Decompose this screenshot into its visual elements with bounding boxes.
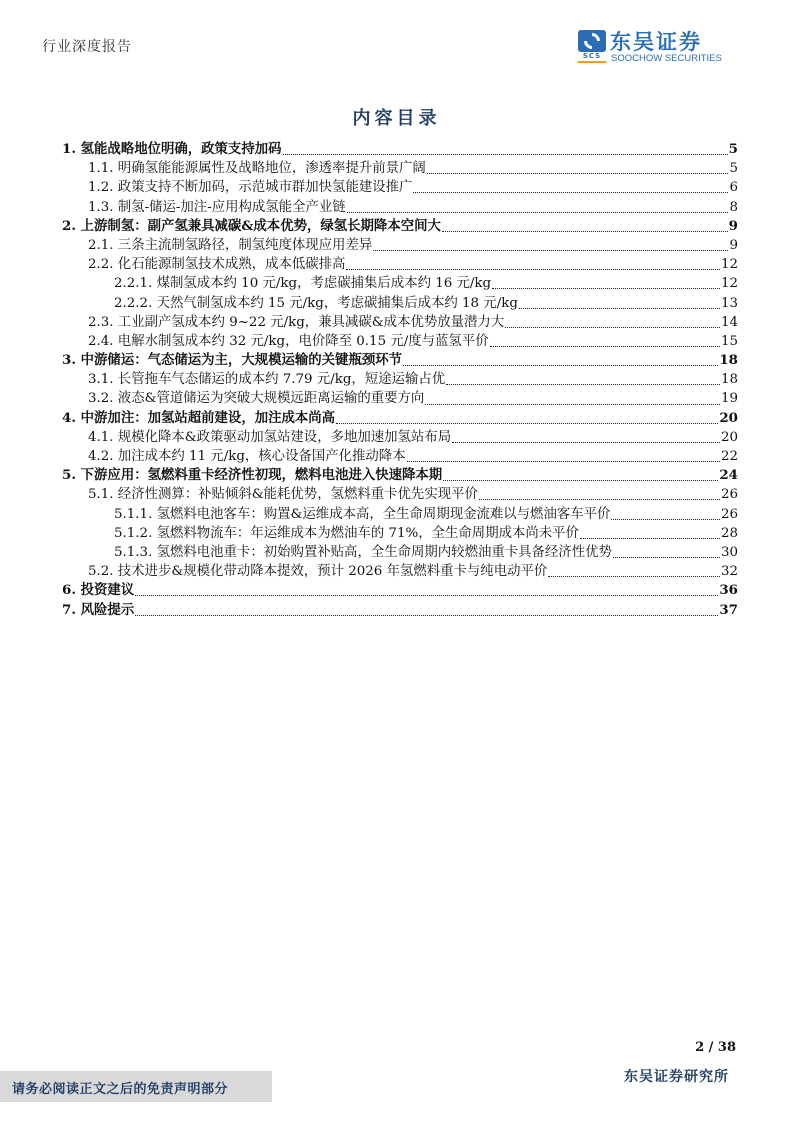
toc-dot-leader: [407, 461, 720, 462]
toc-dot-leader: [413, 192, 728, 193]
toc-entry-page[interactable]: 30: [720, 544, 738, 560]
toc-entry-title[interactable]: 5.2. 技术进步&规模化带动降本提效，预计 2026 年氢燃料重卡与纯电动平价: [88, 564, 548, 580]
toc-dot-leader: [347, 212, 729, 213]
toc-entry-page[interactable]: 22: [720, 449, 738, 464]
toc-entry-page[interactable]: 19: [720, 391, 738, 407]
toc-entry-title[interactable]: 2.4. 电解水制氢成本约 32 元/kg，电价降至 0.15 元/度与蓝氢平价: [88, 333, 489, 349]
toc-entry-page[interactable]: 37: [719, 601, 738, 618]
logo-en-name: SOOCHOW SECURITIES: [611, 53, 722, 64]
toc-entry[interactable]: [62, 601, 738, 620]
toc-entry-title[interactable]: 1.3. 制氢-储运-加注-应用构成氢能全产业链: [88, 199, 346, 215]
toc-entry-title[interactable]: 2.2.1. 煤制氢成本约 10 元/kg，考虑碳捕集后成本约 16 元/kg: [114, 276, 492, 292]
toc-entry-title[interactable]: 2.1. 三条主流制氢路径，制氢纯度体现应用差异: [88, 237, 373, 253]
toc-entry-title[interactable]: 1.2. 政策支持不断加码，示范城市群加快氢能建设推广: [88, 180, 413, 196]
toc-entry-page[interactable]: 20: [720, 429, 738, 445]
page-indicator: 2 / 38: [695, 1040, 736, 1055]
toc-entry-page[interactable]: 5: [729, 161, 738, 177]
toc-entry[interactable]: [62, 505, 738, 524]
toc-entry-title[interactable]: 1. 氢能战略地位明确，政策支持加码: [62, 141, 282, 157]
toc-entry[interactable]: [62, 389, 738, 408]
toc-dot-leader: [443, 480, 718, 481]
toc-entry-title[interactable]: 4. 中游加注：加氢站超前建设，加注成本尚高: [62, 409, 336, 426]
toc-entry[interactable]: [62, 178, 738, 197]
toc-entry[interactable]: [62, 351, 738, 370]
toc-entry-page[interactable]: 18: [720, 372, 738, 388]
toc-dot-leader: [479, 499, 720, 500]
toc-entry-page[interactable]: 28: [720, 525, 738, 541]
toc-entry-title[interactable]: 2.3. 工业副产氢成本约 9~22 元/kg，兼具减碳&成本优势放量潜力大: [88, 314, 505, 330]
toc-entry-page[interactable]: 14: [720, 314, 738, 330]
toc-dot-leader: [452, 442, 720, 443]
toc-entry-page[interactable]: 5: [728, 141, 738, 157]
toc-dot-leader: [446, 384, 720, 385]
toc-dot-leader: [580, 538, 720, 539]
toc-entry-page[interactable]: 18: [719, 352, 738, 369]
toc-entry-title[interactable]: 3.2. 液态&管道储运为突破大规模远距离运输的重要方向: [88, 391, 425, 407]
toc-entry-title[interactable]: 4.1. 规模化降本&政策驱动加氢站建设，多地加速加氢站布局: [88, 429, 452, 445]
toc-entry-page[interactable]: 9: [729, 237, 738, 253]
toc-dot-leader: [346, 269, 720, 270]
toc-entry[interactable]: [62, 466, 738, 485]
toc-entry[interactable]: [62, 140, 738, 159]
toc-entry-page[interactable]: 20: [719, 409, 738, 426]
toc-entry-title[interactable]: 2. 上游制氢：副产氢兼具减碳&成本优势，绿氢长期降本空间大: [62, 217, 441, 234]
toc-entry-title[interactable]: 4.2. 加注成本约 11 元/kg，核心设备国产化推动降本: [88, 449, 406, 464]
disclaimer-text: 请务必阅读正文之后的免责声明部分: [12, 1082, 229, 1097]
toc-dot-leader: [135, 595, 718, 596]
toc-dot-leader: [505, 327, 720, 328]
toc-entry-page[interactable]: 24: [719, 467, 738, 484]
toc-entry-title[interactable]: 6. 投资建议: [62, 582, 135, 599]
toc-entry-title[interactable]: 5.1.3. 氢燃料电池重卡：初始购置补贴高，全生命周期内较燃油重卡具备经济性优势: [114, 544, 612, 560]
table-of-contents: [62, 140, 738, 620]
toc-entry-title[interactable]: 5. 下游应用：氢燃料重卡经济性初现，燃料电池进入快速降本期: [62, 467, 443, 484]
toc-entry[interactable]: [62, 255, 738, 274]
toc-title: 内容目录: [352, 108, 441, 129]
toc-entry[interactable]: [62, 409, 738, 428]
report-type-label: 行业深度报告: [42, 39, 132, 55]
toc-entry-page[interactable]: 6: [729, 180, 738, 196]
toc-entry-page[interactable]: 26: [720, 506, 738, 522]
toc-entry-page[interactable]: 32: [720, 564, 738, 580]
toc-entry-page[interactable]: 15: [720, 333, 738, 349]
toc-entry[interactable]: [62, 236, 738, 255]
company-logo: [578, 30, 738, 66]
disclaimer-banner: [0, 1071, 272, 1102]
toc-dot-leader: [283, 154, 728, 155]
logo-cn-name: 东吴证券: [610, 30, 702, 54]
toc-entry-title[interactable]: 2.2. 化石能源制氢技术成熟，成本低碳排高: [88, 257, 346, 273]
toc-entry[interactable]: [62, 274, 738, 293]
toc-entry[interactable]: [62, 428, 738, 447]
toc-entry-page[interactable]: 8: [729, 199, 738, 215]
toc-entry-title[interactable]: 5.1.1. 氢燃料电池客车：购置&运维成本高，全生命周期现金流难以与燃油客车平价: [114, 506, 611, 522]
toc-entry-page[interactable]: 9: [728, 217, 738, 234]
toc-dot-leader: [442, 231, 728, 232]
toc-dot-leader: [492, 288, 720, 289]
toc-entry[interactable]: [62, 159, 738, 178]
toc-entry[interactable]: [62, 332, 738, 351]
toc-dot-leader: [403, 365, 718, 366]
toc-entry[interactable]: [62, 524, 738, 543]
toc-entry-title[interactable]: 5.1.2. 氢燃料物流车：年运维成本为燃油车的 71%，全生命周期成本尚未平价: [114, 525, 579, 541]
footer-organization: 东吴证券研究所: [624, 1069, 729, 1085]
logo-mark-text: SCS: [578, 52, 606, 63]
toc-entry[interactable]: [62, 543, 738, 562]
toc-entry-page[interactable]: 12: [720, 276, 738, 292]
toc-dot-leader: [613, 557, 720, 558]
toc-dot-leader: [425, 404, 720, 405]
toc-entry-title[interactable]: 2.2.2. 天然气制氢成本约 15 元/kg，考虑碳捕集后成本约 18 元/kg: [114, 295, 518, 311]
toc-entry[interactable]: [62, 370, 738, 389]
toc-dot-leader: [427, 173, 729, 174]
toc-entry-page[interactable]: 13: [720, 295, 738, 311]
toc-entry[interactable]: [62, 217, 738, 236]
toc-entry[interactable]: [62, 294, 738, 313]
toc-entry-title[interactable]: 7. 风险提示: [62, 601, 135, 618]
scs-logo-icon: [578, 30, 606, 52]
toc-entry-page[interactable]: 26: [720, 487, 738, 503]
toc-dot-leader: [519, 308, 720, 309]
toc-dot-leader: [336, 423, 718, 424]
toc-entry-title[interactable]: 1.1. 明确氢能能源属性及战略地位，渗透率提升前景广阔: [88, 161, 426, 177]
toc-entry-title[interactable]: 3. 中游储运：气态储运为主，大规模运输的关键瓶颈环节: [62, 352, 403, 369]
toc-dot-leader: [611, 519, 720, 520]
toc-entry[interactable]: [62, 313, 738, 332]
toc-dot-leader: [373, 250, 728, 251]
toc-entry[interactable]: [62, 447, 738, 466]
toc-dot-leader: [548, 576, 720, 577]
toc-entry[interactable]: [62, 485, 738, 504]
toc-entry-page[interactable]: 12: [720, 257, 738, 273]
toc-dot-leader: [490, 346, 720, 347]
toc-entry-title[interactable]: 5.1. 经济性测算：补贴倾斜&能耗优势，氢燃料重卡优先实现平价: [88, 487, 478, 503]
toc-entry[interactable]: [62, 581, 738, 600]
toc-entry-page[interactable]: 36: [719, 582, 738, 599]
toc-entry[interactable]: [62, 198, 738, 217]
toc-entry-title[interactable]: 3.1. 长管拖车气态储运的成本约 7.79 元/kg，短途运输占优: [88, 372, 446, 388]
toc-entry[interactable]: [62, 562, 738, 581]
toc-dot-leader: [135, 615, 718, 616]
